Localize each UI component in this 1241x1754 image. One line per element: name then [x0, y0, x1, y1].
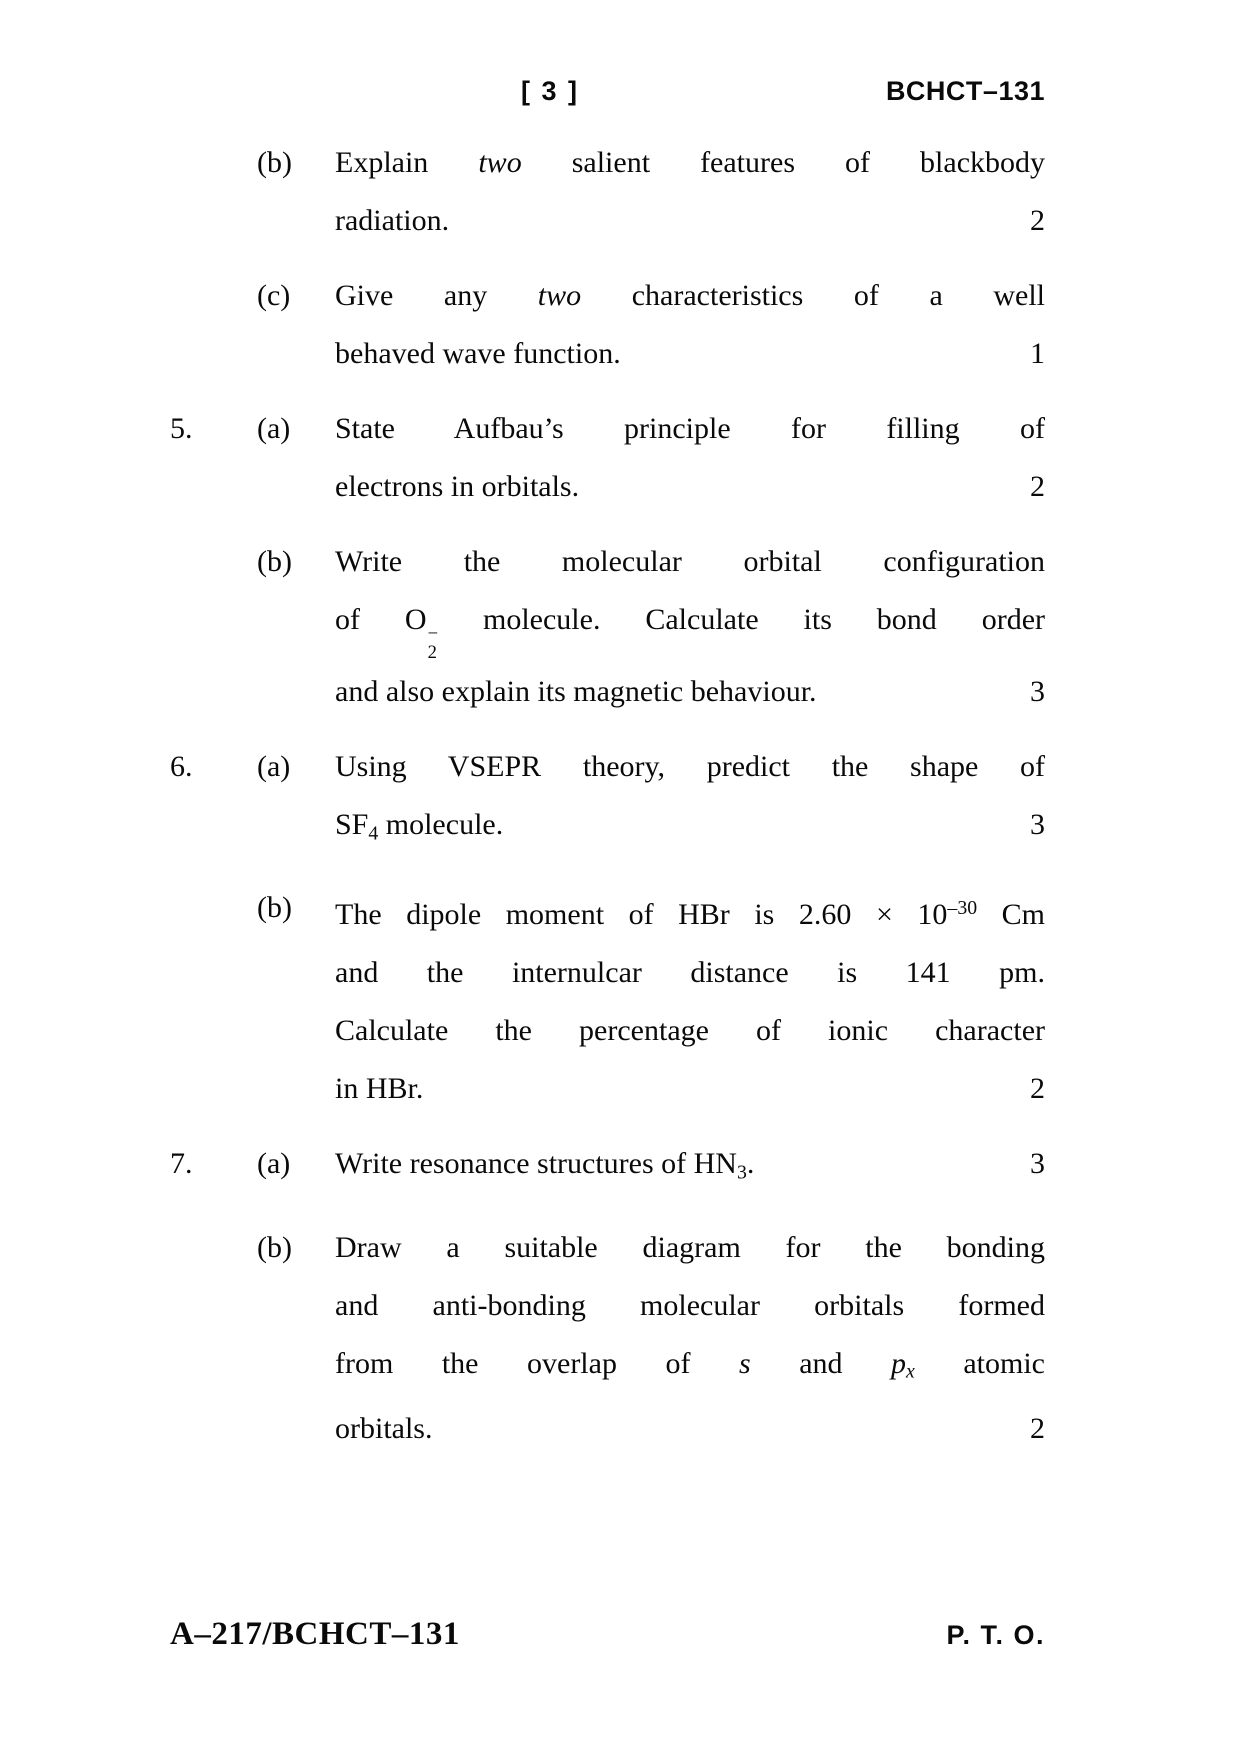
line-text [335, 1135, 754, 1202]
question-item [170, 738, 1045, 863]
question-number [170, 1219, 257, 1458]
text-segment: –30 [947, 897, 978, 920]
question-line [335, 325, 1045, 383]
question-number [170, 533, 257, 721]
question-line [335, 663, 1045, 721]
line-text [335, 412, 1045, 445]
question-sub-label: (b) [257, 545, 292, 578]
line-text [335, 603, 1046, 663]
question-line [335, 134, 1045, 192]
question-line [335, 879, 1045, 944]
text-segment: Give any [335, 279, 538, 312]
question-item [170, 1135, 1045, 1202]
marks-value: 2 [1030, 1072, 1045, 1105]
questions-list [170, 134, 1045, 1475]
line-text [335, 1289, 1045, 1322]
text-segment: 3 [736, 1161, 747, 1184]
question-line [335, 1400, 1045, 1458]
question-body [335, 879, 1045, 1118]
text-segment: . [746, 1147, 755, 1180]
footer-paper-code: A–217/BCHCT–131 [170, 1616, 460, 1652]
marks-value: 1 [1030, 337, 1045, 370]
marks-value: 3 [1030, 807, 1045, 841]
text-segment: 4 [368, 822, 379, 845]
text-segment: two [537, 279, 582, 312]
question-line [335, 738, 1045, 796]
text-segment: p [891, 1346, 907, 1380]
question-sub-label: (a) [257, 412, 291, 445]
line-text [335, 146, 1045, 179]
question-item [170, 879, 1045, 1118]
question-line [335, 1002, 1045, 1060]
line-text [335, 1060, 423, 1118]
text-segment: and [750, 1346, 892, 1380]
question-body [335, 1135, 1045, 1202]
question-item [170, 134, 1045, 250]
question-number [170, 134, 257, 250]
question-line [335, 1335, 1045, 1400]
question-number: 7. [170, 1147, 193, 1180]
line-text [335, 796, 503, 863]
question-line [335, 1135, 1045, 1202]
question-line [335, 533, 1045, 591]
line-text [335, 192, 449, 250]
line-text [335, 663, 817, 721]
text-segment: Explain [335, 146, 479, 179]
line-text [335, 750, 1045, 783]
line-text [335, 325, 621, 383]
text-segment: x [906, 1359, 915, 1382]
text-segment: orbitals. [335, 1411, 433, 1445]
question-line [335, 796, 1045, 863]
paper-code: BCHCT–131 [885, 76, 1045, 106]
question-sub-label: (b) [257, 891, 292, 925]
question-line [335, 267, 1045, 325]
text-segment: s [739, 1346, 751, 1380]
question-number [170, 879, 257, 1118]
line-text [335, 956, 1045, 989]
page-number: [ 3 ] [520, 76, 579, 106]
line-text [335, 458, 579, 516]
line-text [335, 1347, 1045, 1380]
marks-value: 2 [1030, 470, 1045, 503]
question-item [170, 533, 1045, 721]
text-segment: in HBr. [335, 1072, 424, 1105]
page-footer [170, 1616, 1045, 1653]
text-segment: characteristics of a well [581, 279, 1045, 312]
text-segment: from the overlap of [335, 1346, 739, 1380]
question-body [335, 134, 1045, 250]
question-item [170, 400, 1045, 516]
text-segment: Write the molecular orbital configuration [335, 545, 1045, 578]
text-segment: and also explain its magnetic behaviour. [335, 674, 817, 708]
question-body [335, 400, 1045, 516]
marks-value: 2 [1030, 1411, 1045, 1445]
question-line [335, 1060, 1045, 1118]
question-sub-label: (b) [257, 146, 292, 179]
line-text [335, 1014, 1045, 1047]
question-number [170, 267, 257, 383]
text-segment: atomic [914, 1346, 1045, 1380]
marks-value: 3 [1030, 674, 1045, 708]
superscript-charge: − [427, 622, 439, 644]
text-segment: salient features of blackbody [521, 146, 1046, 179]
question-body [335, 533, 1045, 721]
text-segment: Using VSEPR theory, predict the shape of [335, 749, 1045, 783]
text-segment: molecule. Calculate its bond order [438, 603, 1046, 636]
text-segment: Write resonance structures of HN [335, 1147, 737, 1180]
text-segment: of O [335, 603, 427, 636]
text-segment: SF [335, 807, 369, 841]
question-item [170, 267, 1045, 383]
stacked-charge [427, 622, 439, 663]
question-line [335, 458, 1045, 516]
question-line [335, 1219, 1045, 1277]
question-sub-label: (a) [257, 1147, 291, 1180]
line-text [335, 898, 1045, 931]
question-sub-label: (c) [257, 279, 291, 312]
question-body [335, 738, 1045, 863]
pto-label: P. T. O. [946, 1620, 1045, 1650]
text-segment: behaved wave function. [335, 337, 621, 370]
text-segment: Cm [977, 898, 1045, 931]
question-sub-label: (b) [257, 1230, 292, 1264]
line-text [335, 1400, 433, 1458]
marks-value: 2 [1030, 204, 1045, 237]
question-item [170, 1219, 1045, 1458]
question-body [335, 267, 1045, 383]
text-segment: and anti-bonding molecular orbitals formed [335, 1288, 1045, 1322]
question-line [335, 944, 1045, 1002]
question-line [335, 192, 1045, 250]
text-segment: electrons in orbitals. [335, 470, 580, 503]
text-segment: Calculate the percentage of ionic character [335, 1014, 1045, 1047]
question-body [335, 1219, 1045, 1458]
line-text [335, 279, 1045, 312]
text-segment: molecule. [378, 807, 504, 841]
question-number: 6. [170, 749, 193, 783]
marks-value: 3 [1030, 1147, 1045, 1180]
text-segment: two [478, 146, 522, 179]
text-segment: and the internulcar distance is 141 pm. [335, 956, 1045, 989]
line-text [335, 1231, 1045, 1264]
line-text [335, 545, 1045, 578]
text-segment: Draw a suitable diagram for the bonding [335, 1230, 1045, 1264]
text-segment: radiation. [335, 204, 450, 237]
text-segment: State Aufbau’s principle for filling of [335, 412, 1045, 445]
page-header [170, 76, 1045, 110]
question-line [335, 1277, 1045, 1335]
subscript-index: 2 [427, 641, 437, 663]
text-segment: The dipole moment of HBr is 2.60 × 10 [335, 898, 948, 931]
question-line [335, 591, 1045, 663]
question-sub-label: (a) [257, 749, 291, 783]
question-line [335, 400, 1045, 458]
question-number: 5. [170, 412, 193, 445]
